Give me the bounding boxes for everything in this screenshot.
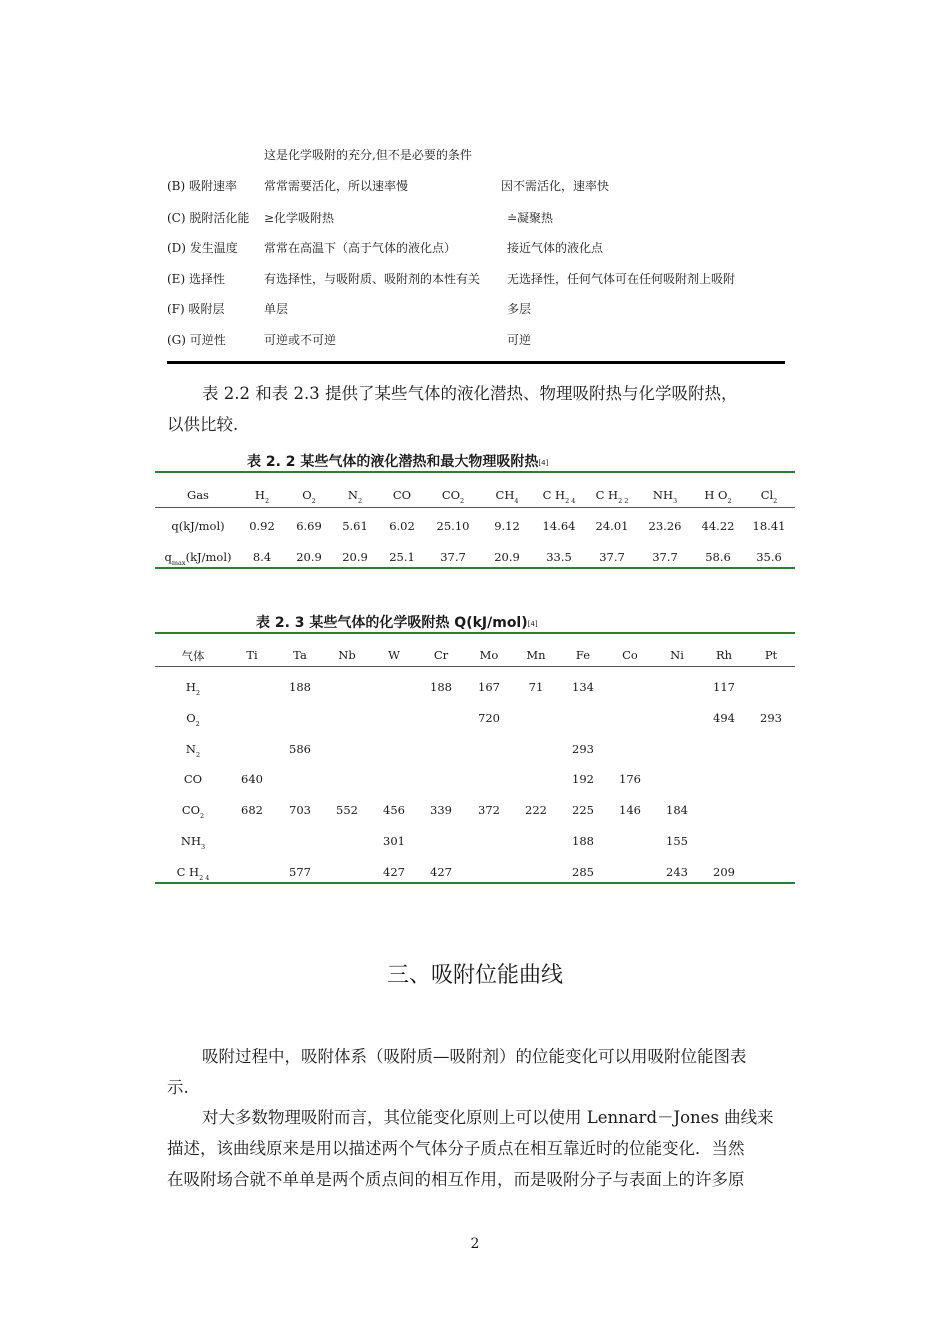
table23-cell: 552 <box>336 803 358 817</box>
table22-header-cell <box>635 488 695 505</box>
comparison-row-label: (G) 可逆性 <box>167 333 226 347</box>
table23-cell: 222 <box>525 803 547 817</box>
table23-cell: 494 <box>713 711 735 725</box>
comparison-row <box>0 239 950 259</box>
gas-formula-subscript: 2 <box>200 812 205 820</box>
table23-cell: 339 <box>430 803 452 817</box>
table23-cell: 285 <box>572 865 594 879</box>
gas-formula: C H <box>176 865 200 879</box>
physisorption-cell: 接近气体的液化点 <box>507 241 604 255</box>
table22-row-label <box>153 519 243 536</box>
table22-header-cell <box>582 488 642 505</box>
chemisorption-cell: 有选择性，与吸附质、吸附剂的本性有关 <box>264 272 481 286</box>
table23-cell: 243 <box>666 865 688 879</box>
physisorption-cell: 因不需活化，速率快 <box>501 179 610 193</box>
gas-formula-subscript: 2 4 <box>565 497 576 505</box>
table22-header-rule <box>155 507 795 508</box>
table22-caption: 表 2. 2 某些气体的液化潜热和最大物理吸附热[4] <box>247 454 549 470</box>
table22-cell: 20.9 <box>296 550 322 564</box>
table23-cell: 225 <box>572 803 594 817</box>
table22-cell: 23.26 <box>648 519 682 533</box>
table23-cell: 155 <box>666 834 688 848</box>
gas-formula: O <box>302 488 312 502</box>
gas-formula: C H <box>542 488 566 502</box>
comparison-row <box>0 177 950 197</box>
table22-cell: 33.5 <box>546 550 572 564</box>
row-label-unit: (kJ/mol) <box>185 550 232 564</box>
intro-paragraph-line-2: 以供比较. <box>167 415 239 434</box>
row-label-main: q(kJ/mol) <box>171 519 225 533</box>
gas-formula-subscript: 2 <box>311 497 316 505</box>
table22-row-label <box>153 550 243 567</box>
table22-cell: 37.7 <box>652 550 678 564</box>
table22-header-cell <box>739 488 799 505</box>
table23-header-cell: Rh <box>715 648 733 662</box>
table22-cell: 9.12 <box>494 519 520 533</box>
table23-gas-label <box>163 711 223 728</box>
table22-cell: 58.6 <box>705 550 731 564</box>
table23-cell: 146 <box>619 803 641 817</box>
intro-paragraph-line-1: 表 2.2 和表 2.3 提供了某些气体的液化潜热、物理吸附热与化学吸附热， <box>202 384 738 403</box>
table23-header-rule <box>155 666 795 667</box>
table23-header-cell: Mn <box>526 648 546 662</box>
table23-header-cell: Cr <box>433 648 449 662</box>
table23-ref: [4] <box>527 620 538 628</box>
gas-formula: H O <box>704 488 728 502</box>
table22-cell: 8.4 <box>252 550 272 564</box>
table23-cell: 456 <box>383 803 405 817</box>
table23-cell: 640 <box>241 772 263 786</box>
table23-cell: 192 <box>572 772 594 786</box>
chemisorption-cell: 可逆或不可逆 <box>264 333 337 347</box>
table23-gas-label <box>163 772 223 789</box>
table23-cell: 209 <box>713 865 735 879</box>
table23-header-cell: Nb <box>338 648 356 662</box>
gas-formula: N <box>185 742 196 756</box>
table22-bottom-rule <box>155 567 795 569</box>
comparison-row-label: (D) 发生温度 <box>167 241 238 255</box>
gas-formula: H <box>254 488 265 502</box>
gas-formula: N <box>347 488 358 502</box>
physisorption-cell: 无选择性，任何气体可在任何吸附剂上吸附 <box>507 272 736 286</box>
gas-formula: CO <box>392 488 412 502</box>
body-paragraph-2-line-1: 对大多数物理吸附而言，其位能变化原则上可以使用 Lennard－Jones 曲线来 <box>202 1108 774 1127</box>
table23-cell: 301 <box>383 834 405 848</box>
comparison-row-label: (E) 选择性 <box>167 272 225 286</box>
gas-formula-subscript: 2 2 <box>618 497 629 505</box>
gas-formula: Cl <box>760 488 774 502</box>
table22-cell: 20.9 <box>342 550 368 564</box>
comparison-row <box>0 300 950 320</box>
table23-cell: 720 <box>478 711 500 725</box>
page-number: 2 <box>470 1236 480 1252</box>
gas-formula: CH <box>495 488 515 502</box>
table22-cell: 25.10 <box>436 519 470 533</box>
gas-formula: NH <box>180 834 201 848</box>
table23-bottom-rule <box>155 882 795 884</box>
table22-cell: 44.22 <box>701 519 735 533</box>
gas-formula-subscript: 2 <box>195 689 201 697</box>
gas-formula-subscript: 3 <box>200 843 206 851</box>
table22-cell: 5.61 <box>342 519 368 533</box>
body-paragraph-1-line-1: 吸附过程中，吸附体系（吸附质—吸附剂）的位能变化可以用吸附位能图表 <box>202 1047 747 1066</box>
gas-formula-subscript: 2 4 <box>199 874 210 882</box>
table23-header-cell: Mo <box>479 648 499 662</box>
table23-cell: 372 <box>478 803 500 817</box>
table23-cell: 293 <box>572 742 594 756</box>
gas-formula-subscript: 2 <box>195 720 200 728</box>
table22-cell: 24.01 <box>595 519 629 533</box>
row-label-main: q <box>164 550 172 564</box>
table22-cell: 25.1 <box>389 550 415 564</box>
gas-formula: O <box>186 711 196 725</box>
gas-formula-subscript: 2 <box>195 751 201 759</box>
table22-cell: 35.6 <box>756 550 782 564</box>
table23-header-label: 气体 <box>181 649 205 663</box>
gas-formula-subscript: 2 <box>773 497 778 505</box>
table22-cell: 0.92 <box>249 519 275 533</box>
gas-formula: H <box>185 680 196 694</box>
table23-top-rule <box>155 632 795 634</box>
table22-cell: 6.69 <box>296 519 322 533</box>
table22-ref: [4] <box>538 459 549 467</box>
chemisorption-cell: 常常在高温下（高于气体的液化点） <box>264 241 457 255</box>
table23-gas-label <box>163 742 223 759</box>
table23-cell: 176 <box>619 772 641 786</box>
table23-cell: 71 <box>528 680 544 694</box>
table23-cell: 167 <box>478 680 500 694</box>
table23-cell: 427 <box>383 865 405 879</box>
table23-cell: 134 <box>572 680 594 694</box>
gas-formula: CO <box>181 803 201 817</box>
chemisorption-cell: 常常需要活化，所以速率慢 <box>264 179 409 193</box>
table23-cell: 586 <box>289 742 311 756</box>
table22-cell: 37.7 <box>599 550 625 564</box>
physisorption-cell: 可逆 <box>507 333 532 347</box>
table23-cell: 427 <box>430 865 452 879</box>
gas-formula-subscript: 2 <box>727 497 732 505</box>
table22-header-cell <box>477 488 537 505</box>
table23-caption: 表 2. 3 某些气体的化学吸附热 Q(kJ/mol)[4] <box>256 615 538 631</box>
table23-header-cell: W <box>388 648 400 662</box>
table23-cell: 188 <box>289 680 311 694</box>
table23-header-cell: Ti <box>246 648 258 662</box>
table23-cell: 117 <box>713 680 735 694</box>
table23-cell: 188 <box>430 680 452 694</box>
section-heading: 三、吸附位能曲线 <box>386 963 563 988</box>
table22-cell: 20.9 <box>494 550 520 564</box>
gas-formula: C H <box>595 488 619 502</box>
table23-cell: 682 <box>241 803 263 817</box>
table23-cell: 293 <box>760 711 782 725</box>
table23-header-cell: Ta <box>293 648 307 662</box>
table22-cell: 14.64 <box>542 519 576 533</box>
gas-formula-subscript: 2 <box>357 497 363 505</box>
gas-formula-subscript: 2 <box>264 497 270 505</box>
table23-gas-label <box>163 803 223 820</box>
row-label-subscript: max <box>171 559 186 567</box>
gas-formula-subscript: 4 <box>514 497 519 505</box>
table-bottom-rule <box>167 361 785 364</box>
comparison-row <box>0 331 950 351</box>
table23-gas-label <box>163 834 223 851</box>
table22-top-rule <box>155 471 795 473</box>
table22-header-label: Gas <box>187 488 209 502</box>
comparison-row-label: (C) 脱附活化能 <box>167 211 250 225</box>
chemisorption-cell: 单层 <box>264 302 289 316</box>
comparison-row <box>0 209 950 229</box>
table23-cell: 184 <box>666 803 688 817</box>
table22-cell: 18.41 <box>752 519 786 533</box>
table23-header-cell: Fe <box>575 648 591 662</box>
table23-header-cell: Ni <box>670 648 684 662</box>
table22-cell: 37.7 <box>440 550 466 564</box>
comparison-row-label: (B) 吸附速率 <box>167 179 237 193</box>
gas-formula: NH <box>652 488 673 502</box>
body-paragraph-2-line-2: 描述，该曲线原来是用以描述两个气体分子质点在相互靠近时的位能变化．当然 <box>167 1139 745 1158</box>
table23-cell: 577 <box>289 865 311 879</box>
table23-header-cell: Co <box>622 648 638 662</box>
table23-gas-label <box>163 680 223 697</box>
gas-formula: CO <box>441 488 461 502</box>
table23-cell: 188 <box>572 834 594 848</box>
comparison-row <box>0 270 950 290</box>
table-continuation-text: 这是化学吸附的充分,但不是必要的条件 <box>264 148 472 162</box>
gas-formula: CO <box>183 772 203 786</box>
chemisorption-cell: ≥化学吸附热 <box>264 211 335 225</box>
physisorption-cell: 多层 <box>507 302 532 316</box>
body-paragraph-1-line-2: 示. <box>167 1078 189 1097</box>
comparison-row-label: (F) 吸附层 <box>167 302 225 316</box>
table22-header-cell <box>529 488 589 505</box>
table23-gas-label <box>163 865 223 882</box>
table23-cell: 703 <box>289 803 311 817</box>
table22-header-cell <box>423 488 483 505</box>
gas-formula-subscript: 3 <box>672 497 678 505</box>
table22-cell: 6.02 <box>389 519 415 533</box>
physisorption-cell: ≐凝聚热 <box>507 211 554 225</box>
table23-header-cell: Pt <box>764 648 778 662</box>
body-paragraph-2-line-3: 在吸附场合就不单单是两个质点间的相互作用，而是吸附分子与表面上的许多原 <box>167 1170 745 1189</box>
gas-formula-subscript: 2 <box>460 497 465 505</box>
